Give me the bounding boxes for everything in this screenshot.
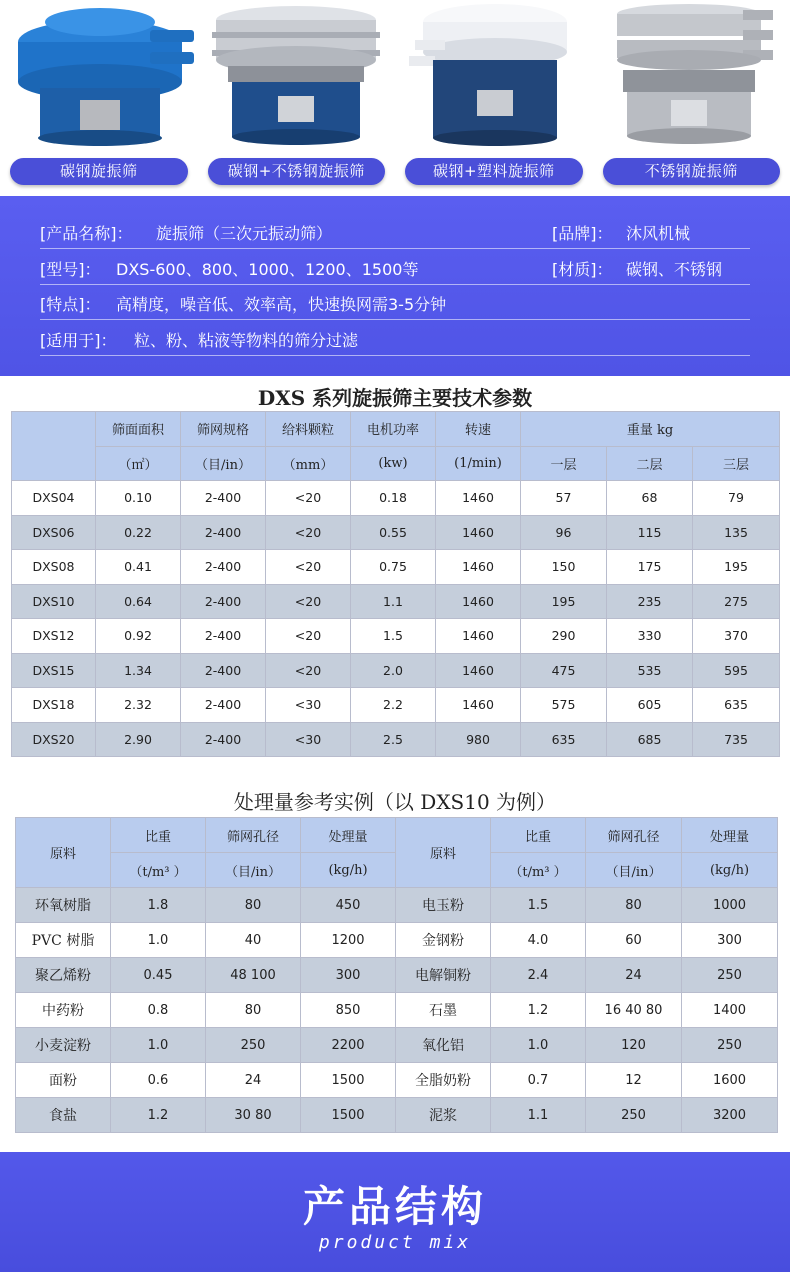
capacity-value-cell: 250 xyxy=(682,958,778,993)
product-label: 碳钢旋振筛 xyxy=(10,158,188,185)
capacity-value-cell: 40 xyxy=(206,923,301,958)
capacity-unit-cell: (kg/h) xyxy=(301,853,396,888)
spec-unit-cell: 一层 xyxy=(521,446,607,481)
spec-value-cell: <20 xyxy=(266,550,351,585)
capacity-material-cell: 全脂奶粉 xyxy=(396,1063,491,1098)
capacity-value-cell: 0.8 xyxy=(111,993,206,1028)
capacity-material-cell: 石墨 xyxy=(396,993,491,1028)
spec-value-cell: 2.0 xyxy=(351,653,436,688)
capacity-value-cell: 1.8 xyxy=(111,888,206,923)
spec-header-cell: 电机功率 xyxy=(351,412,436,447)
spec-value-cell: 0.92 xyxy=(96,619,181,654)
capacity-value-cell: 60 xyxy=(586,923,682,958)
capacity-value-cell: 120 xyxy=(586,1028,682,1063)
capacity-unit-cell: （目/in） xyxy=(586,853,682,888)
spec-unit-cell: (kw) xyxy=(351,446,436,481)
info-model-value: DXS-600、800、1000、1200、1500等 xyxy=(116,260,419,279)
spec-value-cell: 0.18 xyxy=(351,481,436,516)
spec-value-cell: 605 xyxy=(607,688,693,723)
spec-value-cell: 0.22 xyxy=(96,515,181,550)
spec-value-cell: 79 xyxy=(693,481,780,516)
spec-value-cell: 195 xyxy=(521,584,607,619)
spec-value-cell: 635 xyxy=(521,722,607,757)
info-material-value: 碳钢、不锈钢 xyxy=(626,260,723,279)
spec-value-cell: 2.32 xyxy=(96,688,181,723)
spec-value-cell: 1460 xyxy=(436,619,521,654)
spec-value-cell: 2-400 xyxy=(181,722,266,757)
carbon-steel-stainless-sieve-image xyxy=(198,0,395,155)
capacity-material-cell: 氧化铝 xyxy=(396,1028,491,1063)
spec-value-cell: 330 xyxy=(607,619,693,654)
product-label: 不锈钢旋振筛 xyxy=(603,158,781,185)
capacity-value-cell: 300 xyxy=(682,923,778,958)
capacity-material-cell: PVC 树脂 xyxy=(16,923,111,958)
spec-value-cell: 575 xyxy=(521,688,607,723)
capacity-unit-cell: （目/in） xyxy=(206,853,301,888)
capacity-value-cell: 1200 xyxy=(301,923,396,958)
spec-unit-cell: （㎡） xyxy=(96,446,181,481)
spec-value-cell: 290 xyxy=(521,619,607,654)
info-row-feature xyxy=(40,284,750,320)
spec-table-row xyxy=(12,515,780,550)
capacity-value-cell: 80 xyxy=(586,888,682,923)
spec-value-cell: 0.41 xyxy=(96,550,181,585)
capacity-value-cell: 4.0 xyxy=(491,923,586,958)
capacity-material-cell: 泥浆 xyxy=(396,1098,491,1133)
spec-table-row xyxy=(12,619,780,654)
capacity-table-body xyxy=(16,888,778,1133)
spec-value-cell: 1460 xyxy=(436,481,521,516)
spec-value-cell: <30 xyxy=(266,688,351,723)
spec-table-row xyxy=(12,653,780,688)
spec-value-cell: 0.75 xyxy=(351,550,436,585)
capacity-header-cell: 筛网孔径 xyxy=(586,818,682,853)
spec-unit-cell: 二层 xyxy=(607,446,693,481)
capacity-value-cell: 250 xyxy=(586,1098,682,1133)
spec-header-cell: 筛面面积 xyxy=(96,412,181,447)
spec-value-cell: 1.5 xyxy=(351,619,436,654)
spec-value-cell: 195 xyxy=(693,550,780,585)
spec-value-cell: 175 xyxy=(607,550,693,585)
spec-value-cell: 1460 xyxy=(436,550,521,585)
capacity-header-cell: 原料 xyxy=(16,818,111,888)
spec-value-cell: <20 xyxy=(266,653,351,688)
spec-value-cell: 2-400 xyxy=(181,584,266,619)
spec-value-cell: 1.1 xyxy=(351,584,436,619)
capacity-material-cell: 金钢粉 xyxy=(396,923,491,958)
spec-value-cell: 0.64 xyxy=(96,584,181,619)
spec-model-cell: DXS10 xyxy=(12,584,96,619)
product-label: 碳钢+塑料旋振筛 xyxy=(405,158,583,185)
spec-unit-row xyxy=(12,446,780,481)
spec-header-cell: 筛网规格 xyxy=(181,412,266,447)
info-name-value: 旋振筛（三次元振动筛） xyxy=(156,224,333,243)
capacity-unit-cell: （t/m³ ） xyxy=(491,853,586,888)
capacity-value-cell: 80 xyxy=(206,993,301,1028)
spec-value-cell: 2-400 xyxy=(181,619,266,654)
capacity-value-cell: 0.6 xyxy=(111,1063,206,1098)
info-brand-key: [品牌]： xyxy=(552,224,613,243)
spec-unit-cell: （mm） xyxy=(266,446,351,481)
capacity-value-cell: 1.0 xyxy=(491,1028,586,1063)
capacity-value-cell: 1600 xyxy=(682,1063,778,1098)
spec-value-cell: 1460 xyxy=(436,653,521,688)
info-row-name xyxy=(40,213,750,249)
capacity-value-cell: 2200 xyxy=(301,1028,396,1063)
capacity-unit-cell: （t/m³ ） xyxy=(111,853,206,888)
capacity-value-cell: 1500 xyxy=(301,1063,396,1098)
spec-value-cell: 150 xyxy=(521,550,607,585)
spec-value-cell: 1.34 xyxy=(96,653,181,688)
spec-table-row xyxy=(12,584,780,619)
spec-value-cell: 2.5 xyxy=(351,722,436,757)
capacity-value-cell: 0.45 xyxy=(111,958,206,993)
capacity-value-cell: 850 xyxy=(301,993,396,1028)
spec-value-cell: <20 xyxy=(266,584,351,619)
product-gallery xyxy=(0,0,790,190)
capacity-material-cell: 小麦淀粉 xyxy=(16,1028,111,1063)
capacity-header-cell: 处理量 xyxy=(682,818,778,853)
spec-header-cell: 转速 xyxy=(436,412,521,447)
spec-value-cell: <20 xyxy=(266,619,351,654)
spec-model-cell: DXS08 xyxy=(12,550,96,585)
capacity-value-cell: 80 xyxy=(206,888,301,923)
info-row-usage xyxy=(40,320,750,356)
capacity-material-cell: 电解铜粉 xyxy=(396,958,491,993)
section-subtitle: product mix xyxy=(318,1232,472,1253)
capacity-header-row xyxy=(16,818,778,853)
capacity-table-title: 处理量参考实例（以 DXS10 为例） xyxy=(233,790,557,814)
capacity-value-cell: 1000 xyxy=(682,888,778,923)
spec-header-blank xyxy=(12,412,96,481)
spec-value-cell: 635 xyxy=(693,688,780,723)
spec-value-cell: 2-400 xyxy=(181,515,266,550)
capacity-table-row xyxy=(16,923,778,958)
info-brand-value: 沐风机械 xyxy=(626,224,691,243)
section-title: 产品结构 xyxy=(302,1182,487,1231)
spec-value-cell: 68 xyxy=(607,481,693,516)
spec-header-cell: 给料颗粒 xyxy=(266,412,351,447)
spec-value-cell: 115 xyxy=(607,515,693,550)
info-name-key: [产品名称]： xyxy=(40,224,133,243)
capacity-value-cell: 250 xyxy=(206,1028,301,1063)
capacity-material-cell: 电玉粉 xyxy=(396,888,491,923)
capacity-material-cell: 食盐 xyxy=(16,1098,111,1133)
spec-value-cell: 275 xyxy=(693,584,780,619)
spec-value-cell: 370 xyxy=(693,619,780,654)
spec-value-cell: 980 xyxy=(436,722,521,757)
capacity-header-cell: 筛网孔径 xyxy=(206,818,301,853)
capacity-value-cell: 2.4 xyxy=(491,958,586,993)
capacity-table xyxy=(15,817,778,1133)
spec-value-cell: 0.55 xyxy=(351,515,436,550)
capacity-unit-cell: (kg/h) xyxy=(682,853,778,888)
spec-value-cell: <30 xyxy=(266,722,351,757)
spec-table-row xyxy=(12,481,780,516)
capacity-value-cell: 1.0 xyxy=(111,923,206,958)
capacity-table-row xyxy=(16,958,778,993)
spec-model-cell: DXS04 xyxy=(12,481,96,516)
spec-value-cell: 1460 xyxy=(436,584,521,619)
spec-table-row xyxy=(12,688,780,723)
spec-value-cell: 135 xyxy=(693,515,780,550)
spec-unit-cell: （目/in） xyxy=(181,446,266,481)
product-card[interactable] xyxy=(593,0,790,190)
capacity-value-cell: 1.5 xyxy=(491,888,586,923)
spec-value-cell: 475 xyxy=(521,653,607,688)
capacity-material-cell: 聚乙烯粉 xyxy=(16,958,111,993)
spec-value-cell: 0.10 xyxy=(96,481,181,516)
spec-table xyxy=(11,411,780,757)
spec-unit-cell: 三层 xyxy=(693,446,780,481)
capacity-value-cell: 1500 xyxy=(301,1098,396,1133)
spec-header-cell: 重量 kg xyxy=(521,412,780,447)
spec-header-row xyxy=(12,412,780,447)
product-label: 碳钢+不锈钢旋振筛 xyxy=(208,158,386,185)
capacity-table-row xyxy=(16,1098,778,1133)
info-material-key: [材质]： xyxy=(552,260,613,279)
capacity-value-cell: 3200 xyxy=(682,1098,778,1133)
spec-value-cell: 535 xyxy=(607,653,693,688)
spec-table-title: DXS 系列旋振筛主要技术参数 xyxy=(257,386,533,410)
capacity-value-cell: 48 100 xyxy=(206,958,301,993)
spec-value-cell: 96 xyxy=(521,515,607,550)
spec-model-cell: DXS06 xyxy=(12,515,96,550)
capacity-value-cell: 300 xyxy=(301,958,396,993)
capacity-header-cell: 比重 xyxy=(491,818,586,853)
spec-unit-cell: (1/min) xyxy=(436,446,521,481)
spec-value-cell: 735 xyxy=(693,722,780,757)
stainless-steel-sieve-image xyxy=(593,0,790,155)
capacity-value-cell: 1400 xyxy=(682,993,778,1028)
spec-value-cell: 1460 xyxy=(436,688,521,723)
carbon-steel-plastic-sieve-image xyxy=(395,0,592,155)
product-info-panel xyxy=(0,196,790,376)
capacity-material-cell: 环氧树脂 xyxy=(16,888,111,923)
info-model-key: [型号]： xyxy=(40,260,101,279)
capacity-table-row xyxy=(16,993,778,1028)
section-banner xyxy=(0,1152,790,1272)
spec-value-cell: <20 xyxy=(266,515,351,550)
info-row-model xyxy=(40,249,750,285)
spec-value-cell: 1460 xyxy=(436,515,521,550)
capacity-value-cell: 16 40 80 xyxy=(586,993,682,1028)
product-card[interactable] xyxy=(198,0,396,190)
capacity-table-row xyxy=(16,888,778,923)
spec-table-body xyxy=(12,481,780,757)
spec-value-cell: 2.90 xyxy=(96,722,181,757)
capacity-table-row xyxy=(16,1028,778,1063)
capacity-table-row xyxy=(16,1063,778,1098)
capacity-value-cell: 0.7 xyxy=(491,1063,586,1098)
capacity-value-cell: 250 xyxy=(682,1028,778,1063)
spec-model-cell: DXS20 xyxy=(12,722,96,757)
capacity-value-cell: 450 xyxy=(301,888,396,923)
capacity-header-cell: 比重 xyxy=(111,818,206,853)
spec-table-row xyxy=(12,722,780,757)
spec-value-cell: 2.2 xyxy=(351,688,436,723)
spec-value-cell: 2-400 xyxy=(181,653,266,688)
info-usage-value: 粒、粉、粘液等物料的筛分过滤 xyxy=(134,331,359,350)
spec-table-row xyxy=(12,550,780,585)
spec-value-cell: 595 xyxy=(693,653,780,688)
capacity-value-cell: 1.0 xyxy=(111,1028,206,1063)
info-feature-value: 高精度，噪音低、效率高，快速换网需3-5分钟 xyxy=(116,295,447,314)
spec-model-cell: DXS18 xyxy=(12,688,96,723)
capacity-value-cell: 24 xyxy=(586,958,682,993)
spec-value-cell: 685 xyxy=(607,722,693,757)
spec-value-cell: <20 xyxy=(266,481,351,516)
spec-value-cell: 57 xyxy=(521,481,607,516)
spec-model-cell: DXS12 xyxy=(12,619,96,654)
capacity-value-cell: 30 80 xyxy=(206,1098,301,1133)
capacity-material-cell: 面粉 xyxy=(16,1063,111,1098)
capacity-material-cell: 中药粉 xyxy=(16,993,111,1028)
carbon-steel-sieve-image xyxy=(0,0,197,155)
capacity-value-cell: 1.2 xyxy=(491,993,586,1028)
capacity-header-cell: 原料 xyxy=(396,818,491,888)
capacity-value-cell: 12 xyxy=(586,1063,682,1098)
spec-value-cell: 2-400 xyxy=(181,481,266,516)
capacity-value-cell: 24 xyxy=(206,1063,301,1098)
spec-value-cell: 2-400 xyxy=(181,688,266,723)
spec-model-cell: DXS15 xyxy=(12,653,96,688)
product-card[interactable] xyxy=(0,0,198,190)
capacity-value-cell: 1.1 xyxy=(491,1098,586,1133)
capacity-value-cell: 1.2 xyxy=(111,1098,206,1133)
capacity-header-cell: 处理量 xyxy=(301,818,396,853)
product-card[interactable] xyxy=(395,0,593,190)
spec-value-cell: 2-400 xyxy=(181,550,266,585)
spec-value-cell: 235 xyxy=(607,584,693,619)
info-feature-key: [特点]： xyxy=(40,295,101,314)
info-usage-key: [适用于]： xyxy=(40,331,117,350)
